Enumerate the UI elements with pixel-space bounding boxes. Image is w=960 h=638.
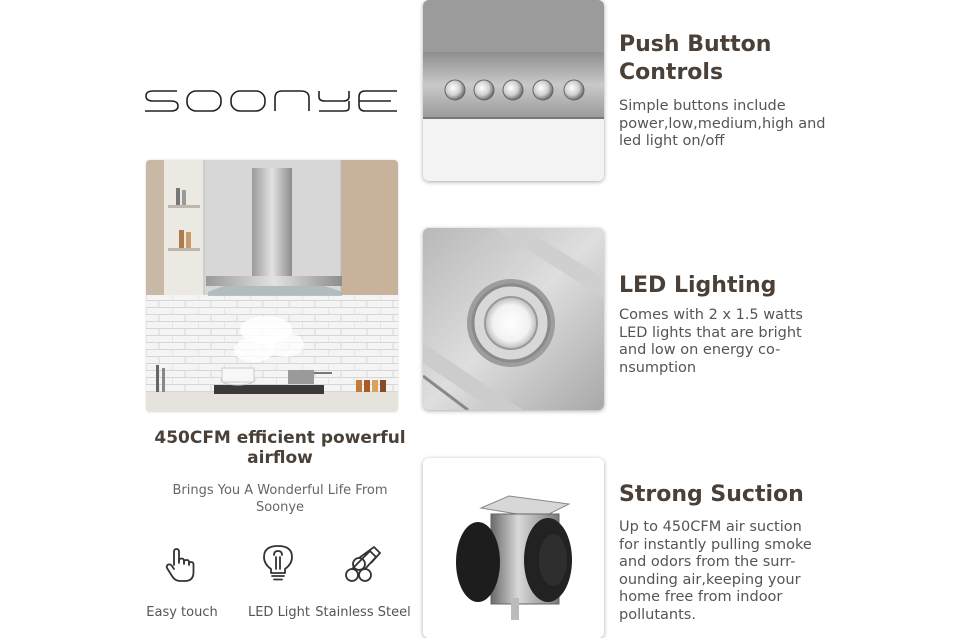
light-bulb-icon bbox=[258, 543, 298, 583]
feature-desc-led-lighting: Comes with 2 x 1.5 watts LED lights that are bright and low on energy co-nsumption bbox=[619, 307, 803, 376]
feature-desc-strong-suction: Up to 450CFM air suction for instantly pulling smoke and odors from the surr-ounding air,keeping your home free from indoor pollutants. bbox=[619, 519, 812, 623]
feature-title-push-button: Push Button Controls bbox=[619, 32, 772, 85]
feature-title-strong-suction: Strong Suction bbox=[619, 482, 804, 507]
tagline: Brings You A Wonderful Life From Soonye bbox=[172, 483, 388, 515]
strong-suction-motor-photo bbox=[423, 458, 604, 638]
stainless-tubes-icon bbox=[342, 545, 382, 585]
push-button-controls-photo bbox=[423, 0, 604, 181]
feature-title-led-lighting: LED Lighting bbox=[619, 273, 777, 298]
feature-label-led-light: LED Light bbox=[247, 605, 311, 620]
soonye-logo bbox=[143, 88, 398, 114]
hand-touch-icon bbox=[160, 545, 200, 585]
feature-label-easy-touch: Easy touch bbox=[146, 605, 218, 620]
feature-label-stainless-steel: Stainless Steel bbox=[315, 605, 411, 620]
airflow-headline: 450CFM efficient powerful airflow bbox=[154, 428, 406, 468]
feature-desc-push-button: Simple buttons include power,low,medium,high and led light on/off bbox=[619, 98, 826, 149]
kitchen-range-hood-photo bbox=[146, 160, 398, 412]
led-lighting-photo bbox=[423, 228, 604, 410]
